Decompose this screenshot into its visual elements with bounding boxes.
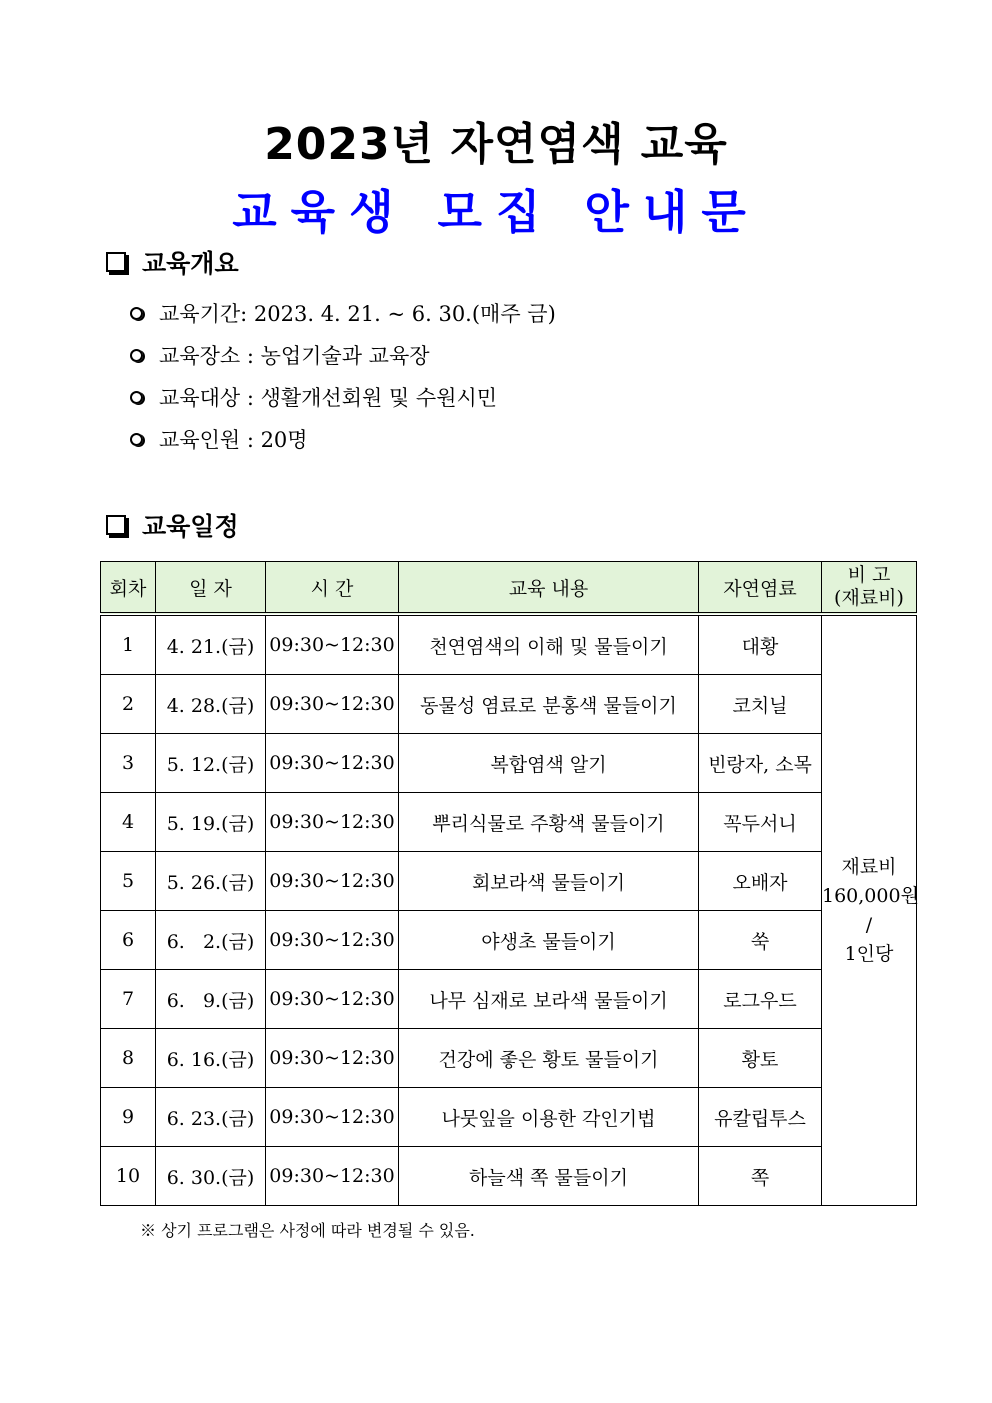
note-line3: / [865,913,873,936]
section-overview-label: 교육개요 [142,249,239,278]
cell-content: 뿌리식물로 주황색 물들이기 [399,793,699,852]
cell-round: 5 [101,852,156,911]
note-line1: 재료비 [841,855,897,878]
cell-date: 6. 30.(금) [156,1147,266,1206]
table-row [101,1147,917,1206]
header-note-line1: 비 고 [847,564,891,586]
table-row [101,734,917,793]
cell-content: 천연염색의 이해 및 물들이기 [399,614,699,675]
cell-time: 09:30~12:30 [266,911,399,970]
cell-date: 4. 21.(금) [156,614,266,675]
header-time: 시 간 [266,562,399,615]
cell-dye: 빈랑자, 소목 [699,734,822,793]
note-line2: 160,000원 [822,884,919,907]
cell-content: 건강에 좋은 황토 물들이기 [399,1029,699,1088]
document-subtitle: 교육생 모집 안내문 [232,185,760,239]
cell-date: 4. 28.(금) [156,675,266,734]
circle-bullet-icon [130,391,143,404]
header-content: 교육 내용 [399,562,699,615]
schedule-table [100,561,917,1206]
cell-round: 3 [101,734,156,793]
cell-dye: 유칼립투스 [699,1088,822,1147]
overview-item-text: 교육장소 : 농업기술과 교육장 [159,344,430,368]
circle-bullet-icon [130,433,143,446]
cell-dye: 쪽 [699,1147,822,1206]
cell-time: 09:30~12:30 [266,734,399,793]
circle-bullet-icon [130,349,143,362]
cell-time: 09:30~12:30 [266,970,399,1029]
overview-item-text: 교육인원 : 20명 [159,428,308,452]
table-row [101,793,917,852]
cell-round: 7 [101,970,156,1029]
header-date: 일 자 [156,562,266,615]
cell-time: 09:30~12:30 [266,1088,399,1147]
table-row [101,614,917,675]
cell-content: 회보라색 물들이기 [399,852,699,911]
overview-item-text: 교육기간: 2023. 4. 21. ~ 6. 30.(매주 금) [159,302,556,326]
cell-dye: 황토 [699,1029,822,1088]
cell-dye: 대황 [699,614,822,675]
overview-item-capacity [130,418,556,460]
cell-date: 5. 19.(금) [156,793,266,852]
cell-dye: 코치닐 [699,675,822,734]
cell-round: 10 [101,1147,156,1206]
cell-content: 야생초 물들이기 [399,911,699,970]
cell-dye: 꼭두서니 [699,793,822,852]
cell-content: 나무 심재로 보라색 물들이기 [399,970,699,1029]
cell-round: 6 [101,911,156,970]
overview-item-place [130,334,556,376]
table-row [101,1088,917,1147]
table-row [101,852,917,911]
cell-content: 동물성 염료로 분홍색 물들이기 [399,675,699,734]
cell-date: 6. 16.(금) [156,1029,266,1088]
cell-content: 복합염색 알기 [399,734,699,793]
table-row [101,675,917,734]
cell-time: 09:30~12:30 [266,614,399,675]
overview-item-period [130,292,556,334]
section-schedule-heading [106,507,239,543]
cell-dye: 로그우드 [699,970,822,1029]
table-row [101,1029,917,1088]
note-line4: 1인당 [844,942,894,965]
header-dye: 자연염료 [699,562,822,615]
cell-note [822,614,917,1206]
section-schedule-label: 교육일정 [142,512,239,541]
cell-round: 4 [101,793,156,852]
cell-round: 2 [101,675,156,734]
cell-round: 1 [101,614,156,675]
document-title: 2023년 자연염색 교육 [264,119,728,170]
table-header-row [101,562,917,615]
square-bullet-icon [106,252,126,272]
cell-date: 5. 12.(금) [156,734,266,793]
schedule-footnote: ※ 상기 프로그램은 사정에 따라 변경될 수 있음. [140,1221,475,1240]
cell-time: 09:30~12:30 [266,1147,399,1206]
header-note-line2: (재료비) [834,587,904,609]
overview-item-target [130,376,556,418]
header-note [822,562,917,615]
cell-dye: 쑥 [699,911,822,970]
cell-date: 6. 9.(금) [156,970,266,1029]
cell-time: 09:30~12:30 [266,852,399,911]
cell-content: 나뭇잎을 이용한 각인기법 [399,1088,699,1147]
cell-time: 09:30~12:30 [266,675,399,734]
cell-date: 5. 26.(금) [156,852,266,911]
cell-content: 하늘색 쪽 물들이기 [399,1147,699,1206]
table-row [101,911,917,970]
cell-round: 8 [101,1029,156,1088]
cell-date: 6. 2.(금) [156,911,266,970]
header-round: 회차 [101,562,156,615]
square-bullet-icon [106,515,126,535]
section-overview-heading [106,244,239,280]
circle-bullet-icon [130,307,143,320]
cell-time: 09:30~12:30 [266,1029,399,1088]
cell-date: 6. 23.(금) [156,1088,266,1147]
table-row [101,970,917,1029]
cell-round: 9 [101,1088,156,1147]
overview-item-text: 교육대상 : 생활개선회원 및 수원시민 [159,386,498,410]
overview-list [130,292,556,460]
cell-time: 09:30~12:30 [266,793,399,852]
cell-dye: 오배자 [699,852,822,911]
